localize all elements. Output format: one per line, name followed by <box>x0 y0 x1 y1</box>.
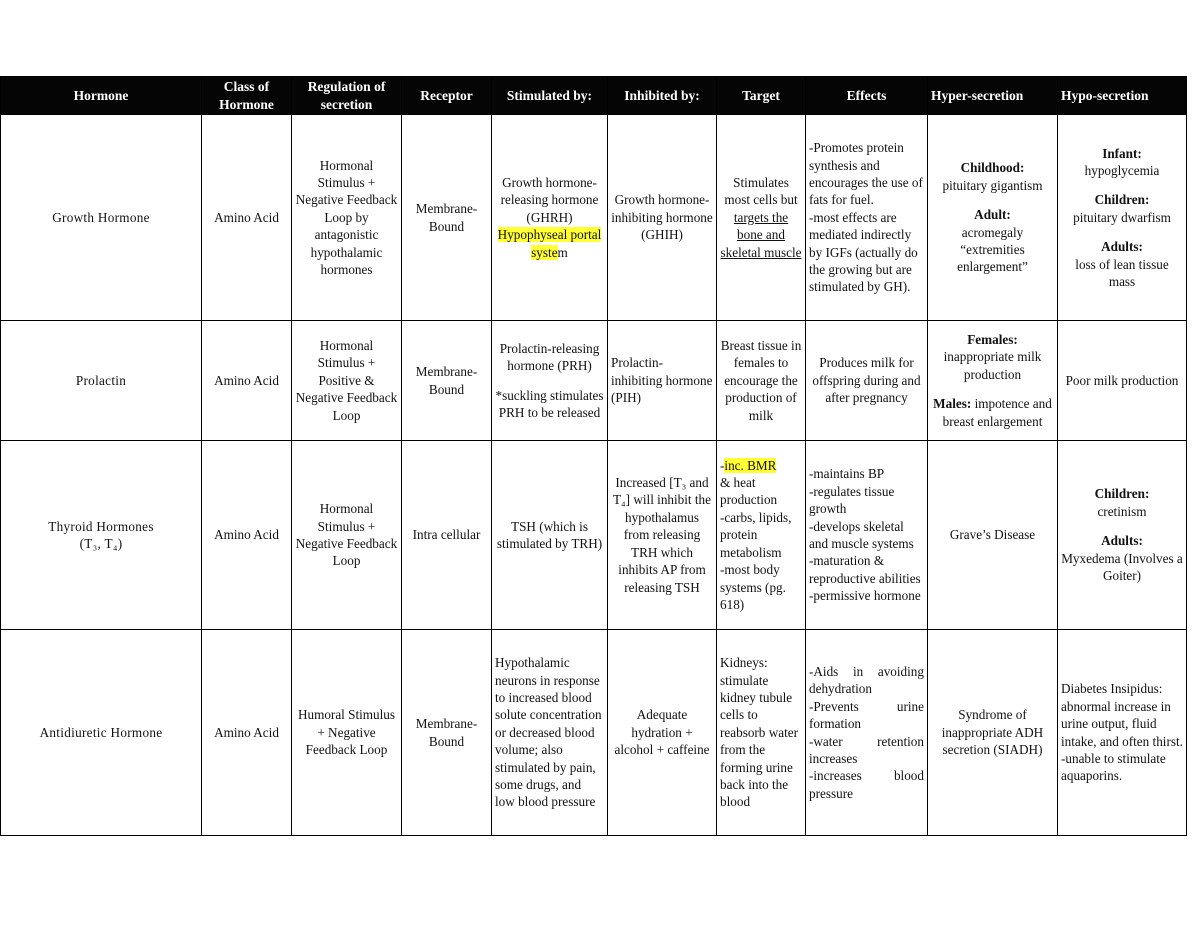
regulation-cell: Humoral Stimulus + Negative Feedback Loop <box>292 630 402 836</box>
header-effects: Effects <box>806 77 928 115</box>
hypo-text: -unable to stimulate aquaporins. <box>1061 750 1166 784</box>
hypo-text: Diabetes Insipidus: abnormal increase in urine output, fluid intake, and often thirst. <box>1061 681 1183 749</box>
table-row <box>1 115 1187 321</box>
target-item: -carbs, lipids, protein metabolism <box>720 509 792 560</box>
hypo-cell <box>1058 630 1187 836</box>
hormone-table <box>0 76 1187 836</box>
effect-item: -permissive hormone <box>809 588 921 604</box>
receptor-cell: Membrane-Bound <box>402 321 492 441</box>
stimulated-cell <box>492 321 608 441</box>
target-item: -most body systems (pg. 618) <box>720 562 786 612</box>
target-highlight: inc. BMR <box>724 457 777 473</box>
hormone-class: Amino Acid <box>202 115 292 321</box>
inhibited-cell: Adequate hydration + alcohol + caffeine <box>608 630 717 836</box>
hyper-cell <box>928 321 1058 441</box>
hypo-text: cretinism <box>1097 503 1147 519</box>
hormone-class: Amino Acid <box>202 630 292 836</box>
target-cell: Breast tissue in females to encourage the production of milk <box>717 321 806 441</box>
header-hypo: Hypo-secretion <box>1058 77 1187 115</box>
effect-item: -increases blood pressure <box>809 768 924 801</box>
stimulated-note: *suckling stimulates PRH to be released <box>495 387 604 420</box>
hypo-cell <box>1058 115 1187 321</box>
table-row <box>1 630 1187 836</box>
hypo-cell <box>1058 441 1187 630</box>
table-row <box>1 321 1187 441</box>
header-hyper: Hyper-secretion <box>928 77 1058 115</box>
target-text: Stimulates most cells but <box>724 174 798 208</box>
effect-item: -maturation & reproductive abilities <box>809 553 921 586</box>
header-target: Target <box>717 77 806 115</box>
header-stimulated: Stimulated by: <box>492 77 608 115</box>
hormone-name: Prolactin <box>1 321 202 441</box>
hormone-name: Antidiuretic Hormone <box>1 630 202 836</box>
inhibited-cell: Increased [T₃ and T₄] will inhibit the hypothalamus from releasing TRH which inhibits AP from releasing TSH <box>608 441 717 630</box>
regulation-cell: Hormonal Stimulus + Negative Feedback Loop <box>292 441 402 630</box>
header-regulation: Regulation of secretion <box>292 77 402 115</box>
stimulated-text: Growth hormone-releasing hormone (GHRH) <box>500 174 599 225</box>
hormone-name-sub: (T₃, T₄) <box>79 536 123 551</box>
stimulated-cell: TSH (which is stimulated by TRH) <box>492 441 608 630</box>
effect-item: -most effects are mediated indirectly by IGFs (actually do the growing but are stimulated by GH). <box>809 209 918 295</box>
target-underlined: targets the bone and skeletal muscle <box>720 209 802 260</box>
target-cell: Kidneys: stimulate kidney tubule cells to reabsorb water from the forming urine back into the blood <box>717 630 806 836</box>
effects-cell <box>806 115 928 321</box>
stimulated-cell <box>492 115 608 321</box>
hypo-text: loss of lean tissue mass <box>1075 256 1169 290</box>
hypo-label: Children: <box>1094 192 1150 208</box>
stimulated-text: Prolactin-releasing hormone (PRH) <box>499 340 600 374</box>
header-receptor: Receptor <box>402 77 492 115</box>
stimulated-highlight: Hypophyseal portal syste <box>497 227 602 260</box>
hypo-label: Infant: <box>1102 145 1142 161</box>
hyper-cell: Grave’s Disease <box>928 441 1058 630</box>
effect-item: -Aids in avoiding dehydration <box>809 663 924 697</box>
effect-item: -water retention increases <box>809 733 924 766</box>
hypo-text: Myxedema (Involves a Goiter) <box>1061 550 1183 584</box>
header-row <box>1 77 1187 115</box>
hyper-cell: Syndrome of inappropriate ADH secretion (SIADH) <box>928 630 1058 836</box>
target-cell <box>717 115 806 321</box>
hormone-class: Amino Acid <box>202 441 292 630</box>
effects-cell: Produces milk for offspring during and after pregnancy <box>806 321 928 441</box>
target-item: & heat production <box>720 475 778 508</box>
stimulated-cell: Hypothalamic neurons in response to increased blood solute concentration or decreased blood volume; also stimulated by pain, some drugs, and low blood pressure <box>492 630 608 836</box>
table-row <box>1 441 1187 630</box>
regulation-cell: Hormonal Stimulus + Positive & Negative Feedback Loop <box>292 321 402 441</box>
receptor-cell: Membrane-Bound <box>402 115 492 321</box>
effect-item: -Promotes protein synthesis and encourages the use of fats for fuel. <box>809 140 923 208</box>
regulation-cell: Hormonal Stimulus + Negative Feedback Loop by antagonistic hypothalamic hormones <box>292 115 402 321</box>
effects-cell <box>806 441 928 630</box>
hyper-text: acromegaly “extremities enlargement” <box>957 224 1028 275</box>
hyper-text: inappropriate milk production <box>943 349 1042 382</box>
hypo-cell: Poor milk production <box>1058 321 1187 441</box>
hypo-label: Adults: <box>1101 239 1143 255</box>
effect-item: -maintains BP <box>809 466 885 482</box>
hypo-label: Children: <box>1094 486 1150 502</box>
effects-cell <box>806 630 928 836</box>
hormone-name: Growth Hormone <box>1 115 202 321</box>
header-class: Class of Hormone <box>202 77 292 115</box>
hyper-label: Childhood: <box>960 160 1025 176</box>
receptor-cell: Membrane-Bound <box>402 630 492 836</box>
hyper-label: Females: <box>967 331 1018 347</box>
hyper-label: Males: <box>933 396 972 412</box>
header-inhibited: Inhibited by: <box>608 77 717 115</box>
stimulated-tail: m <box>557 244 568 260</box>
hormone-name <box>1 441 202 630</box>
effect-item: -develops skeletal and muscle systems <box>809 518 914 551</box>
hypo-text: pituitary dwarfism <box>1073 209 1171 225</box>
hormone-class: Amino Acid <box>202 321 292 441</box>
receptor-cell: Intra cellular <box>402 441 492 630</box>
hyper-cell <box>928 115 1058 321</box>
hypo-text: hypoglycemia <box>1084 162 1160 178</box>
header-hormone: Hormone <box>1 77 202 115</box>
target-cell <box>717 441 806 630</box>
target-dash: - <box>720 457 725 473</box>
inhibited-cell: Prolactin-inhibiting hormone (PIH) <box>608 321 717 441</box>
hyper-text: pituitary gigantism <box>942 177 1043 193</box>
hyper-label: Adult: <box>974 207 1011 223</box>
effect-item: -Prevents urine formation <box>809 698 924 732</box>
hormone-name-text: Thyroid Hormones <box>48 518 154 534</box>
effect-item: -regulates tissue growth <box>809 483 895 517</box>
inhibited-cell: Growth hormone-inhibiting hormone (GHIH) <box>608 115 717 321</box>
hypo-label: Adults: <box>1101 533 1143 549</box>
hyper-text: impotence and breast enlargement <box>942 396 1052 429</box>
